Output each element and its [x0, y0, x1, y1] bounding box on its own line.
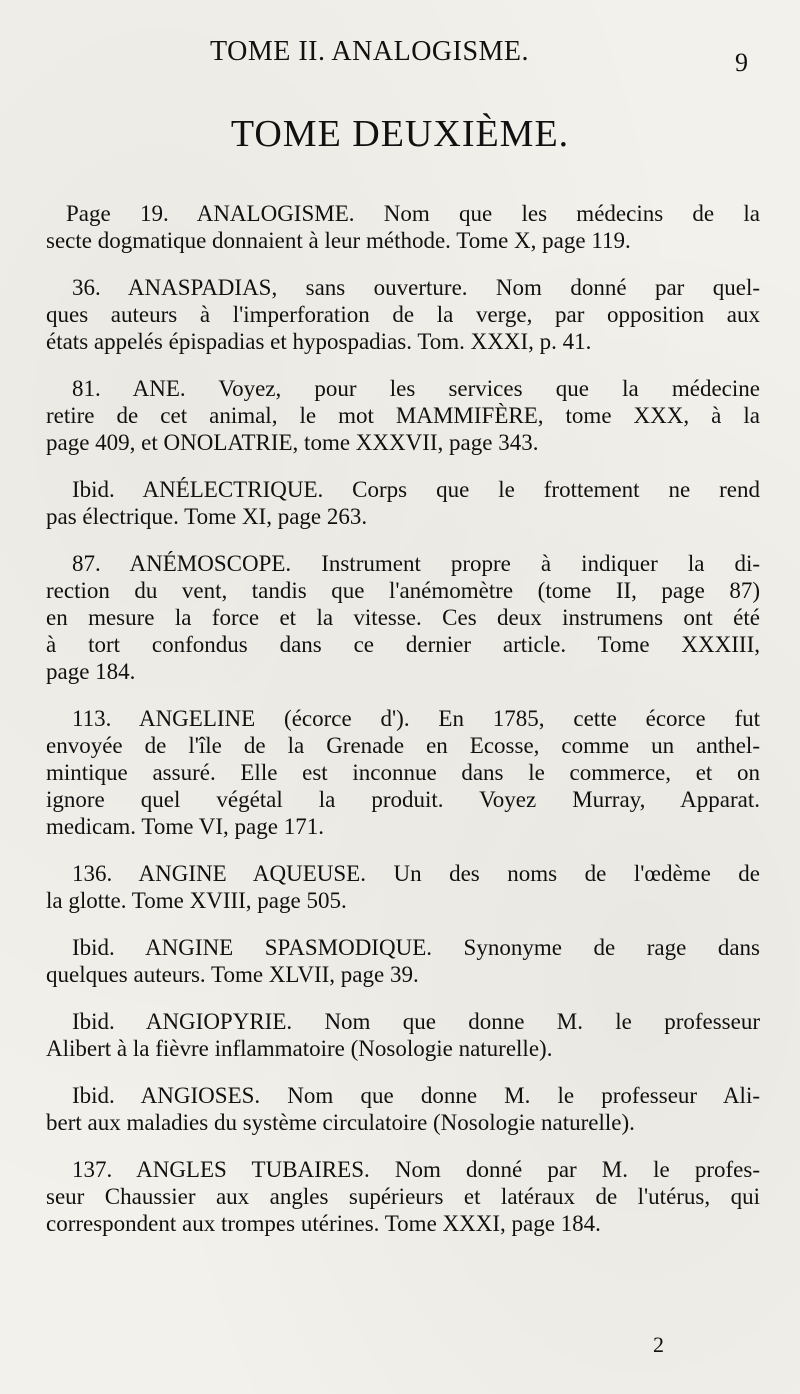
entry-line: états appelés épispadias et hypospadias. Tom. XXXI, p. 41.: [46, 329, 592, 354]
entry-line: medicam. Tome VI, page 171.: [46, 814, 324, 839]
entry-line: 136. ANGINE AQUEUSE. Un des noms de l'œdème de: [72, 861, 760, 886]
entry-line: Ibid. ANGINE SPASMODIQUE. Synonyme de rage dans: [72, 935, 760, 960]
entry-line: Page 19. ANALOGISME. Nom que les médecins de la: [66, 201, 760, 226]
dictionary-entry: [46, 860, 760, 914]
entry-line: retire de cet animal, le mot MAMMIFÈRE, tome XXX, à la: [46, 403, 760, 428]
running-head: [0, 36, 800, 76]
dictionary-entry: [46, 934, 760, 988]
dictionary-entry: [46, 1082, 760, 1136]
page-number: 9: [735, 48, 748, 77]
dictionary-entry: [46, 550, 760, 685]
dictionary-entry: [46, 274, 760, 355]
entry-line: Alibert à la fièvre inflammatoire (Nosologie naturelle).: [46, 1036, 553, 1061]
entry-list: [46, 200, 760, 1257]
dictionary-entry: [46, 375, 760, 456]
entry-line: 87. ANÉMOSCOPE. Instrument propre à indiquer la di-: [72, 551, 760, 576]
entry-line: à tort confondus dans ce dernier article. Tome XXXIII,: [46, 632, 760, 657]
entry-line: rection du vent, tandis que l'anémomètre (tome II, page 87): [46, 578, 760, 603]
entry-line: 137. ANGLES TUBAIRES. Nom donné par M. le profes-: [72, 1157, 760, 1182]
entry-line: Ibid. ANÉLECTRIQUE. Corps que le frottement ne rend: [72, 477, 760, 502]
dictionary-entry: [46, 1156, 760, 1237]
entry-line: bert aux maladies du système circulatoire (Nosologie naturelle).: [46, 1110, 635, 1135]
entry-line: correspondent aux trompes utérines. Tome XXXI, page 184.: [46, 1211, 601, 1236]
entry-line: ignore quel végétal la produit. Voyez Murray, Apparat.: [46, 787, 760, 812]
entry-line: en mesure la force et la vitesse. Ces deux instrumens ont été: [46, 605, 760, 630]
entry-line: Ibid. ANGIOPYRIE. Nom que donne M. le professeur: [72, 1009, 760, 1034]
entry-line: 81. ANE. Voyez, pour les services que la médecine: [72, 376, 760, 401]
signature-mark: 2: [653, 1332, 664, 1357]
entry-line: secte dogmatique donnaient à leur méthode. Tome X, page 119.: [46, 228, 631, 253]
entry-line: page 409, et ONOLATRIE, tome XXXVII, page 343.: [46, 430, 539, 455]
entry-line: envoyée de l'île de la Grenade en Ecosse, comme un anthel-: [46, 733, 760, 758]
entry-line: 113. ANGELINE (écorce d'). En 1785, cette écorce fut: [72, 706, 760, 731]
entry-line: seur Chaussier aux angles supérieurs et latéraux de l'utérus, qui: [46, 1184, 760, 1209]
entry-line: quelques auteurs. Tome XLVII, page 39.: [46, 962, 419, 987]
entry-line: page 184.: [46, 659, 136, 684]
entry-line: 36. ANASPADIAS, sans ouverture. Nom donné par quel-: [72, 275, 760, 300]
entry-line: la glotte. Tome XVIII, page 505.: [46, 888, 347, 913]
running-title: TOME II. ANALOGISME.: [210, 36, 530, 67]
dictionary-entry: [46, 705, 760, 840]
entry-line: ques auteurs à l'imperforation de la verge, par opposition aux: [46, 302, 760, 327]
entry-line: mintique assuré. Elle est inconnue dans le commerce, et on: [46, 760, 760, 785]
entry-line: pas électrique. Tome XI, page 263.: [46, 504, 368, 529]
dictionary-entry: [46, 1008, 760, 1062]
dictionary-entry: [46, 200, 760, 254]
main-title: TOME DEUXIÈME.: [230, 113, 570, 155]
dictionary-entry: [46, 476, 760, 530]
entry-line: Ibid. ANGIOSES. Nom que donne M. le professeur Ali-: [72, 1083, 760, 1108]
